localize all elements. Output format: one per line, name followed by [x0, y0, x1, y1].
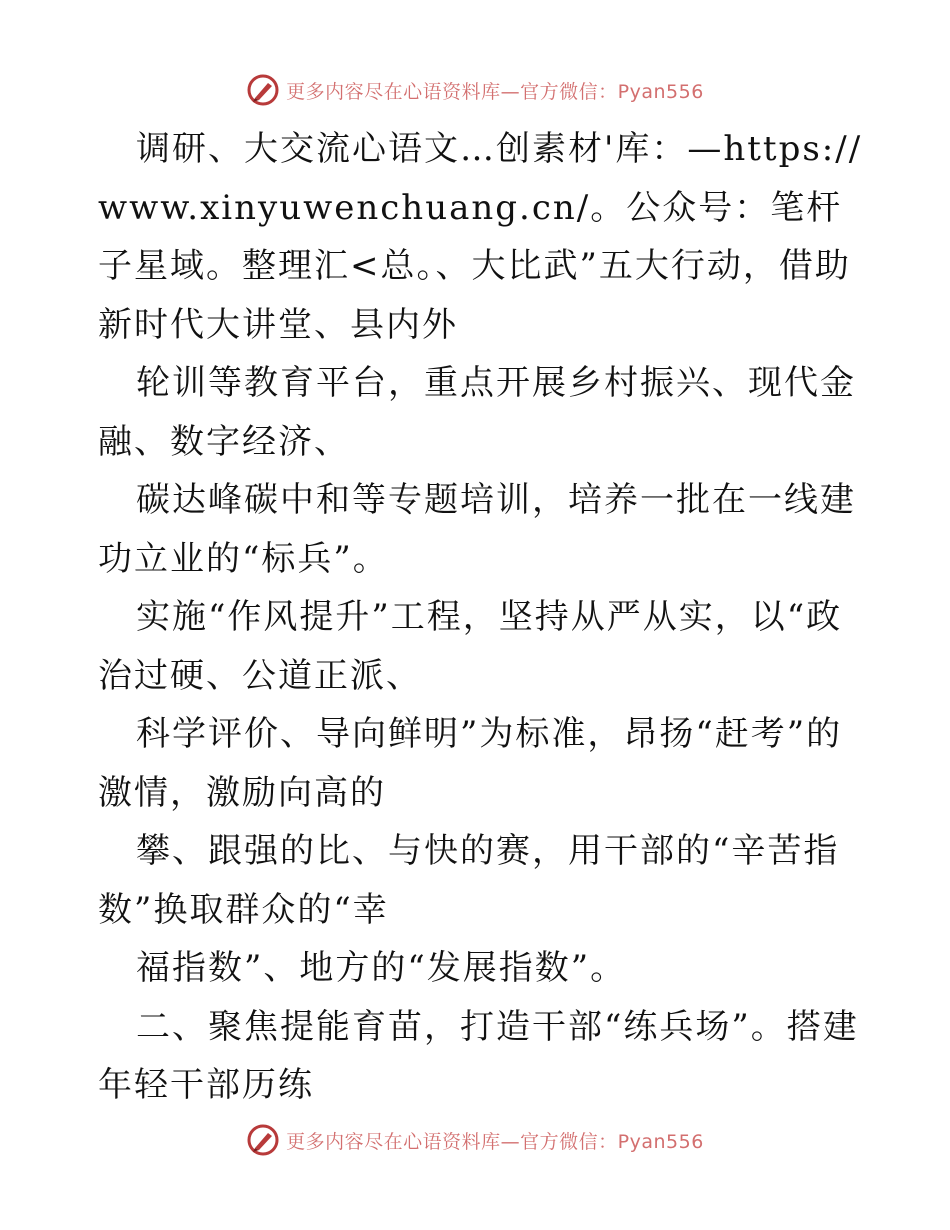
watermark-text: 更多内容尽在心语资料库—官方微信：Pyan556: [286, 80, 704, 103]
pen-logo-icon: [246, 73, 280, 107]
paragraph: 科学评价、导向鲜明”为标准，昂扬“赶考”的激情，激励向高的: [98, 714, 843, 813]
pen-logo-icon: [246, 1123, 280, 1157]
watermark-text: 更多内容尽在心语资料库—官方微信：Pyan556: [286, 1130, 704, 1153]
document-body: [98, 120, 868, 1115]
header-watermark: [0, 70, 950, 110]
footer-watermark: [0, 1120, 950, 1160]
paragraph: 二、聚焦提能育苗，打造干部“练兵场”。搭建年轻干部历练: [98, 1006, 859, 1105]
watermark-group: [246, 1123, 704, 1157]
paragraph: 碳达峰碳中和等专题培训，培养一批在一线建功立业的“标兵”。: [98, 480, 856, 579]
paragraph: 实施“作风提升”工程，坚持从严从实，以“政治过硬、公道正派、: [98, 597, 843, 696]
paragraph: 攀、跟强的比、与快的赛，用干部的“辛苦指数”换取群众的“幸: [98, 831, 840, 930]
paragraph: 轮训等教育平台，重点开展乡村振兴、现代金融、数字经济、: [98, 363, 856, 462]
paragraph: 调研、大交流心语文…创素材'库：—https://www.xinyuwenchuang.cn/。公众号：笔杆子星域。整理汇<总。、大比武”五大行动，借助新时代大讲堂、县内外: [98, 129, 863, 345]
watermark-group: [246, 73, 704, 107]
paragraph: 福指数”、地方的“发展指数”。: [136, 948, 627, 988]
